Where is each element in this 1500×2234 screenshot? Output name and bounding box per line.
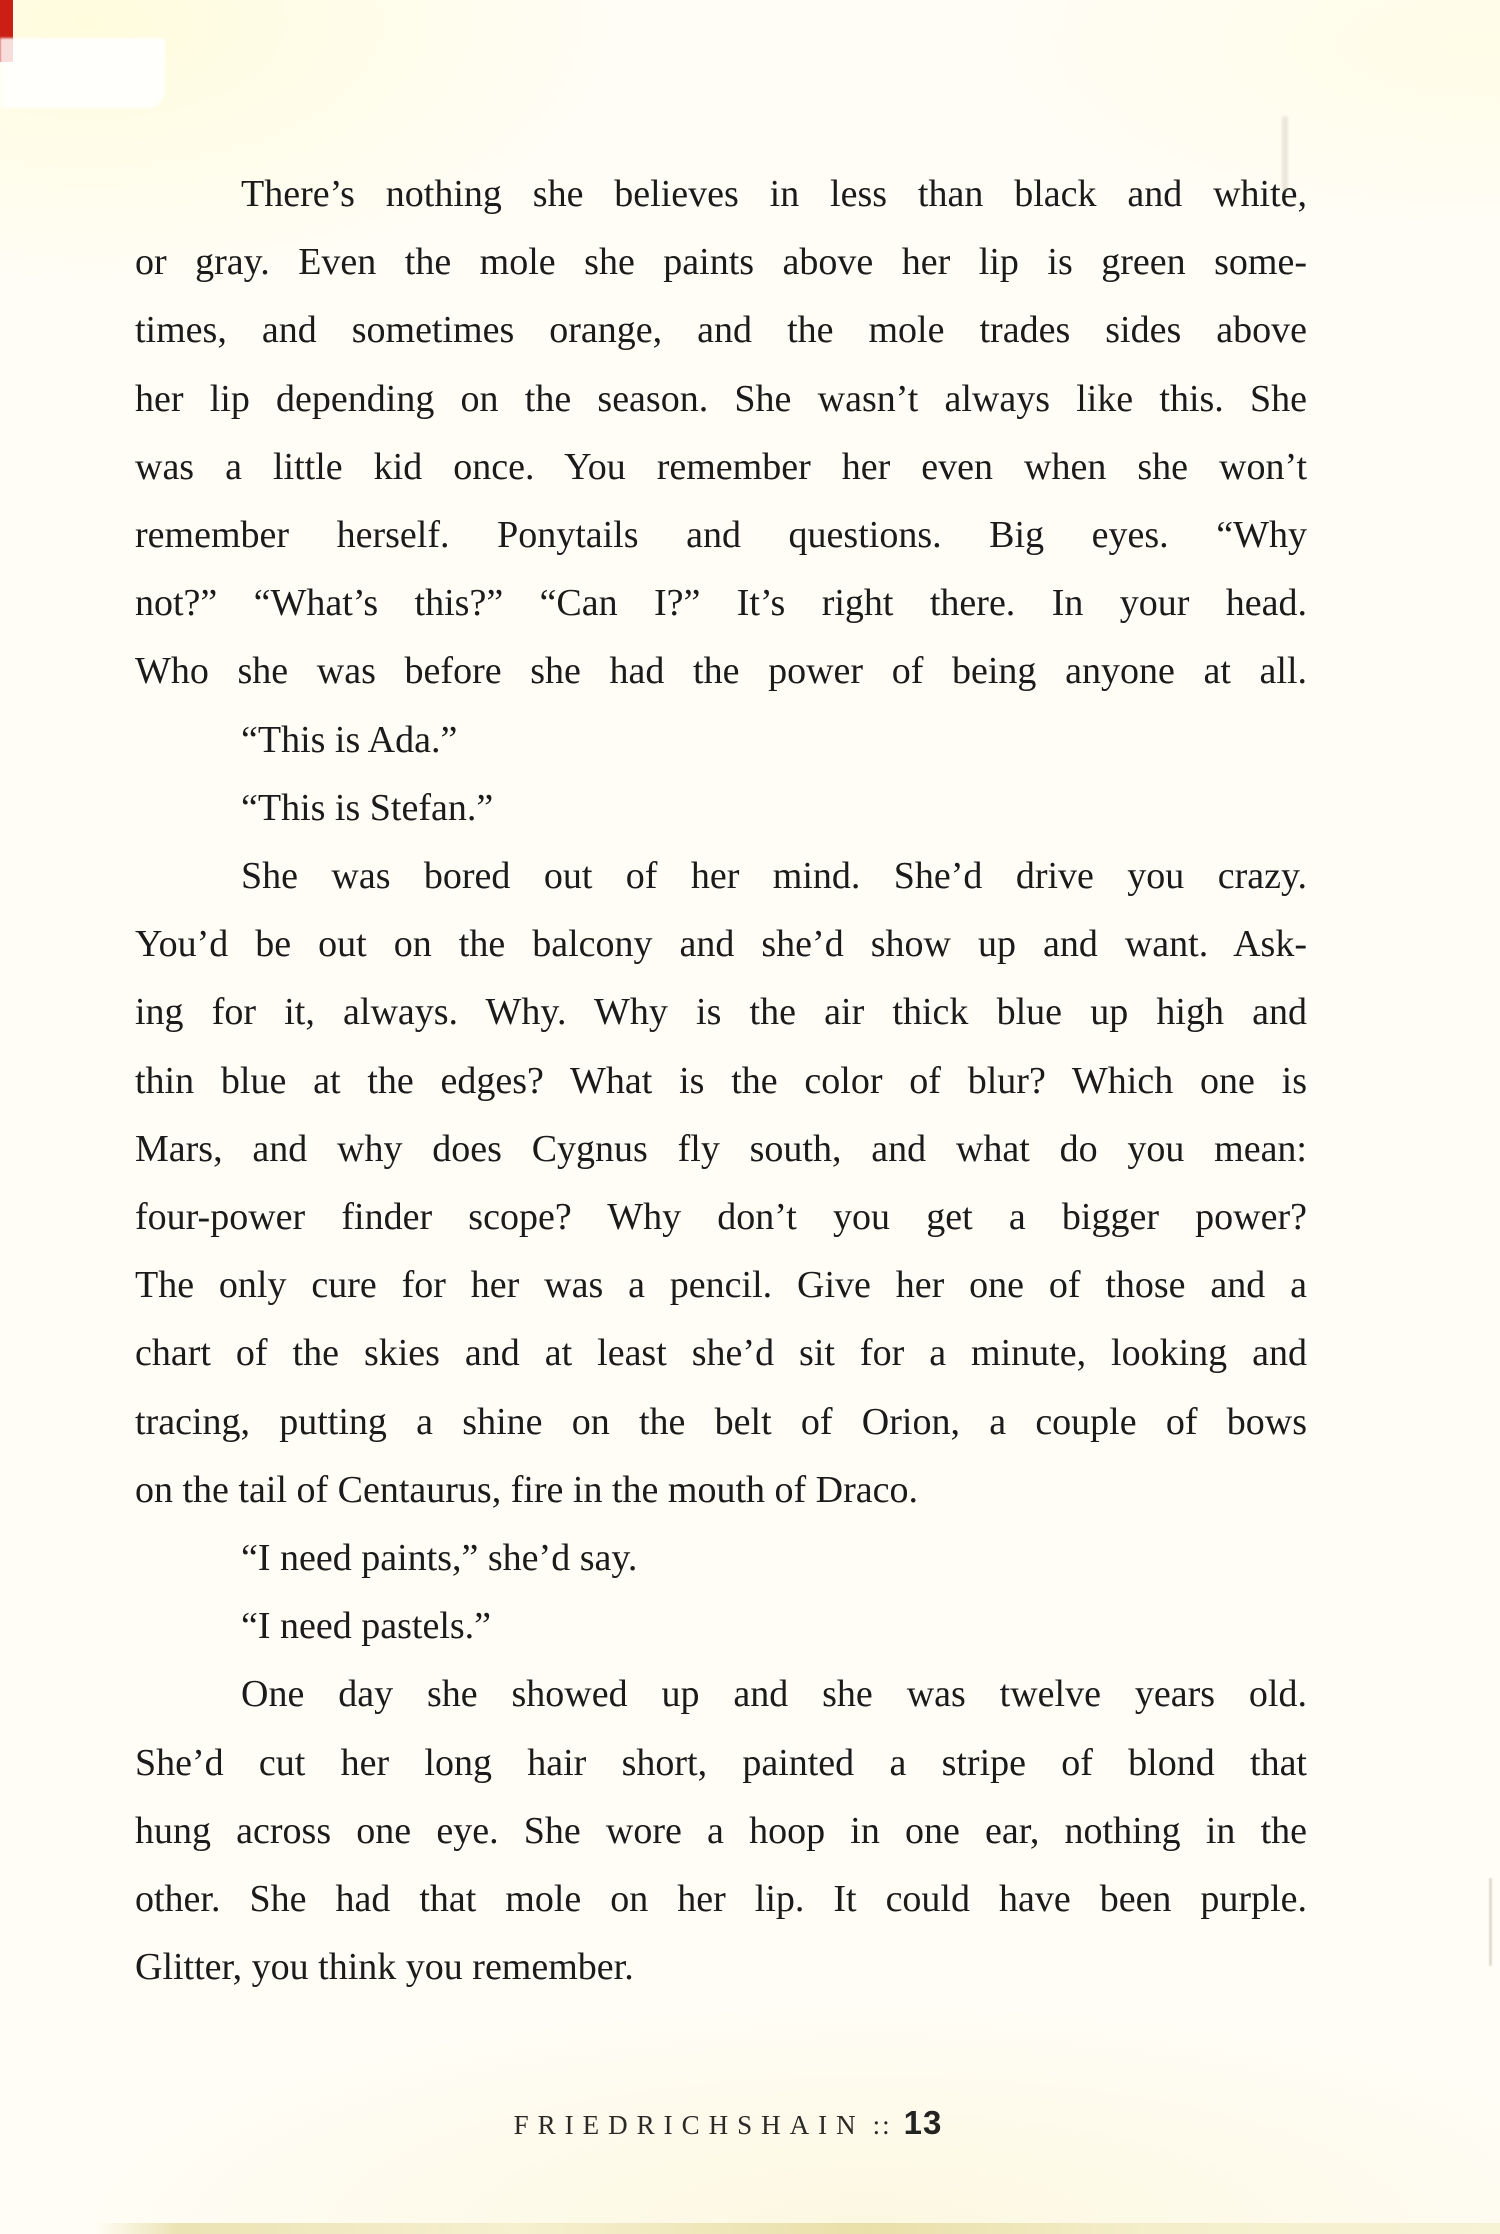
scan-artifact-line bbox=[1489, 1878, 1492, 1966]
text-line: chart of the skies and at least she’d sit for a minute, looking and bbox=[135, 1332, 1307, 1375]
text-line: There’s nothing she believes in less than black and white, bbox=[241, 173, 1307, 215]
scan-light-patch bbox=[0, 38, 165, 108]
text-line: four-power finder scope? Why don’t you get a bigger power? bbox=[135, 1196, 1307, 1239]
text-line: Who she was before she had the power of being anyone at all. bbox=[135, 650, 1307, 693]
text-line: “This is Ada.” bbox=[241, 718, 458, 761]
scan-edge-shadow bbox=[95, 2223, 1500, 2234]
page-number: 13 bbox=[903, 2104, 943, 2141]
scan-artifact-smudge bbox=[1282, 116, 1288, 192]
text-line: ing for it, always. Why. Why is the air thick blue up high and bbox=[135, 991, 1307, 1034]
text-line: tracing, putting a shine on the belt of Orion, a couple of bows bbox=[135, 1400, 1307, 1443]
text-line: hung across one eye. She wore a hoop in one ear, nothing in the bbox=[135, 1809, 1307, 1852]
text-line: remember herself. Ponytails and questions. Big eyes. “Why bbox=[135, 514, 1307, 557]
body-text bbox=[135, 160, 1307, 2001]
text-line: times, and sometimes orange, and the mole trades sides above bbox=[135, 309, 1307, 352]
text-line: One day she showed up and she was twelve years old. bbox=[241, 1673, 1307, 1716]
text-line: her lip depending on the season. She wasn’t always like this. She bbox=[135, 377, 1307, 420]
text-line: Glitter, you think you remember. bbox=[135, 1946, 634, 1989]
text-line: You’d be out on the balcony and she’d show up and want. Ask- bbox=[135, 923, 1307, 966]
text-line: on the tail of Centaurus, fire in the mouth of Draco. bbox=[135, 1468, 919, 1511]
text-line: was a little kid once. You remember her even when she won’t bbox=[135, 445, 1307, 488]
text-line: She’d cut her long hair short, painted a stripe of blond that bbox=[135, 1741, 1307, 1784]
text-line: “I need paints,” she’d say. bbox=[241, 1537, 638, 1580]
running-head: FRIEDRICHSHAIN bbox=[513, 2110, 865, 2140]
text-line: thin blue at the edges? What is the color of blur? Which one is bbox=[135, 1059, 1307, 1102]
text-line: other. She had that mole on her lip. It could have been purple. bbox=[135, 1878, 1307, 1921]
text-line: or gray. Even the mole she paints above her lip is green some- bbox=[135, 241, 1307, 284]
footer-separator: :: bbox=[872, 2110, 892, 2140]
text-line: “This is Stefan.” bbox=[241, 786, 494, 829]
text-line: not?” “What’s this?” “Can I?” It’s right there. In your head. bbox=[135, 582, 1307, 625]
page-footer bbox=[0, 2104, 1456, 2142]
text-line: “I need pastels.” bbox=[241, 1605, 492, 1648]
text-line: She was bored out of her mind. She’d drive you crazy. bbox=[241, 855, 1307, 898]
text-line: Mars, and why does Cygnus fly south, and what do you mean: bbox=[135, 1127, 1307, 1170]
text-line: The only cure for her was a pencil. Give her one of those and a bbox=[135, 1264, 1307, 1307]
